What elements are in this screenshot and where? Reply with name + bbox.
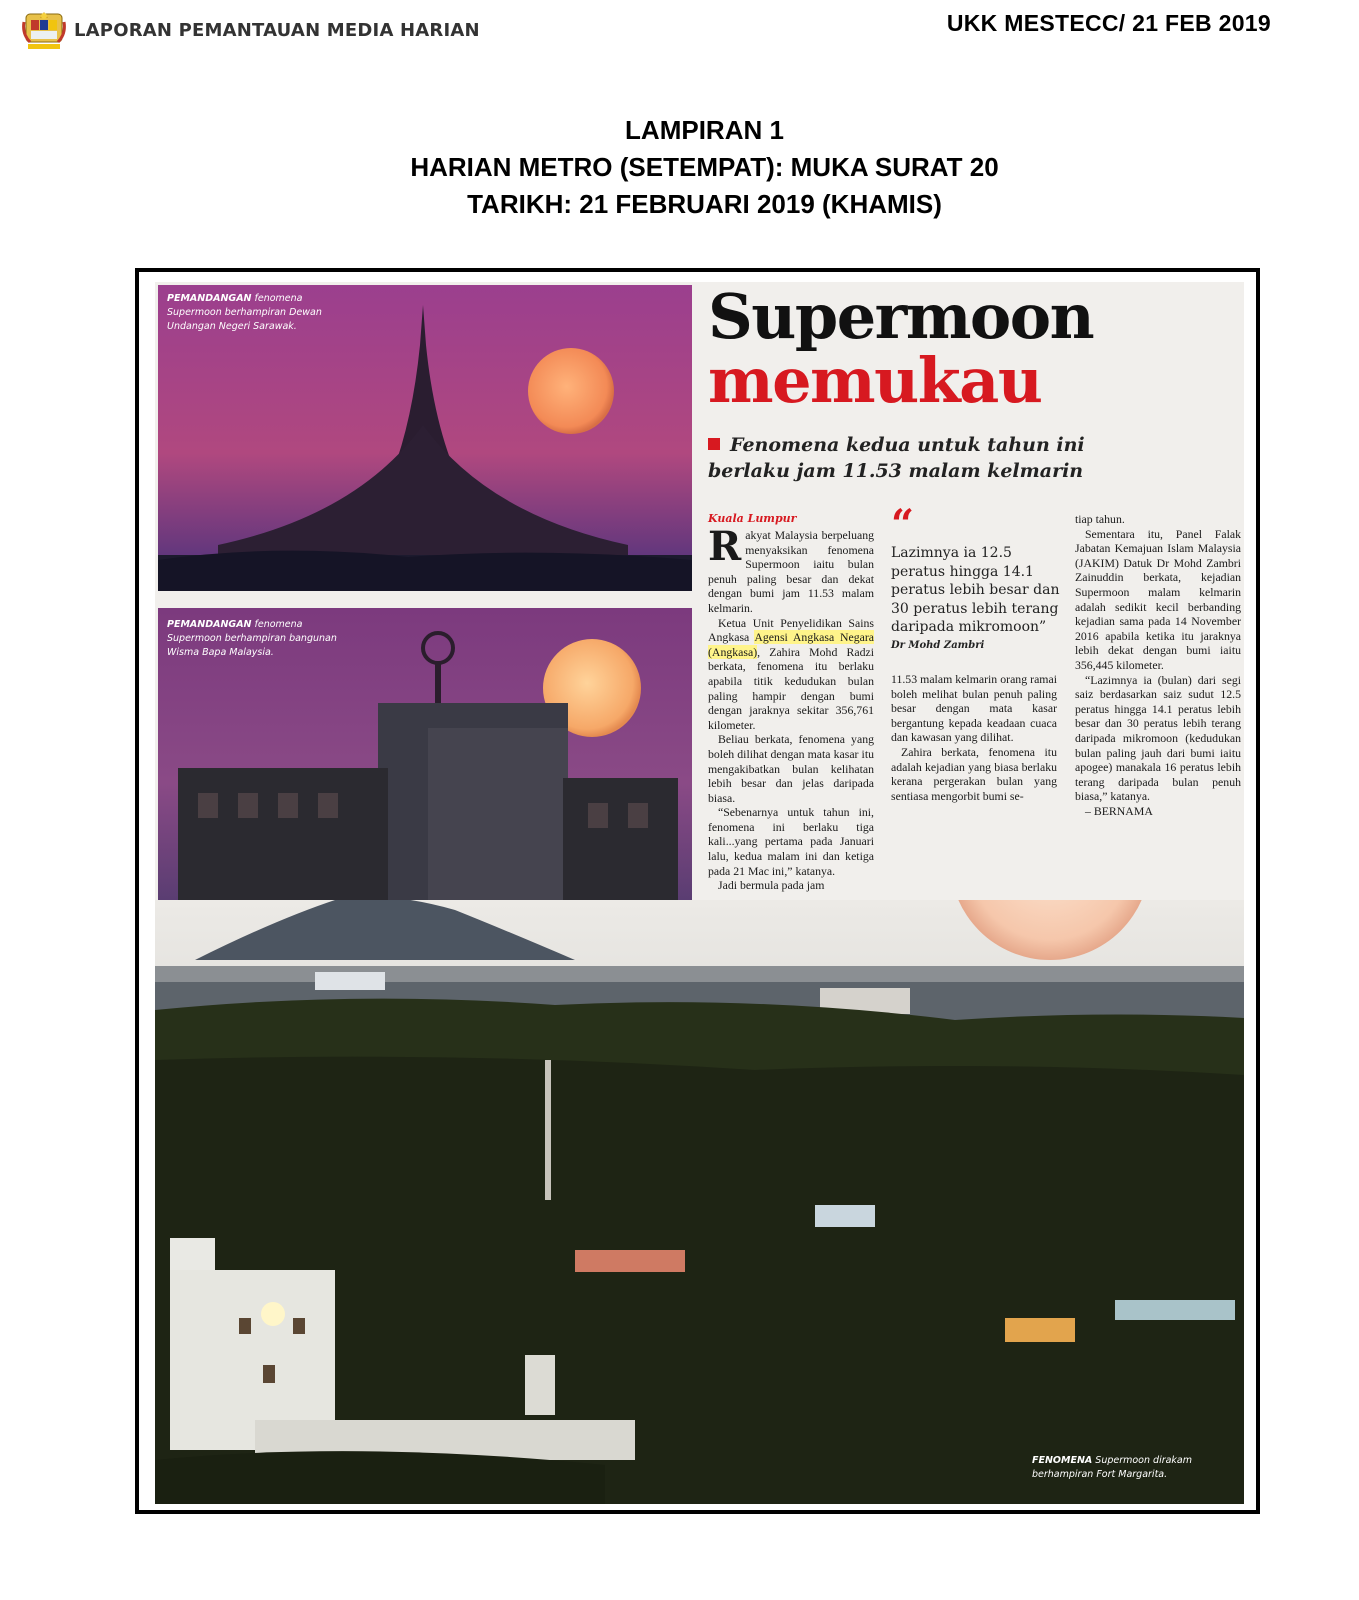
paragraph: Jadi bermula pada jam <box>718 878 825 893</box>
drop-cap: R <box>708 523 742 570</box>
report-title: LAPORAN PEMANTAUAN MEDIA HARIAN <box>74 19 480 41</box>
malaysia-crest-icon <box>22 8 66 52</box>
headline-line2: memukau <box>708 344 1042 417</box>
newspaper-clipping <box>135 268 1260 1514</box>
document-title-block <box>0 112 1359 223</box>
paragraph: Sementara itu, Panel Falak Jabatan Kemajuan Islam Malaysia (JAKIM) Datuk Dr Mohd Zambri Zainuddin berkata, kejadian Supermoon malam kelmarin adalah sedikit kecil berbanding kejadian sama pada 14 November 2016 apabila ketika itu jaraknya lebih dekat dengan bumi iaitu 356,445 kilometer. <box>1075 526 1241 672</box>
pull-quote-attribution: Dr Mohd Zambri <box>891 640 985 651</box>
photo-caption-fort: FENOMENA Supermoon dirakam berhampiran Fort Margarita. <box>1032 1455 1193 1480</box>
clipping-page <box>155 282 1244 1504</box>
byline: – BERNAMA <box>1085 803 1153 818</box>
paragraph: tiap tahun. <box>1075 512 1125 526</box>
paragraph: “Lazimnya ia (bulan) dari segi saiz berdasarkan saiz sudut 12.5 peratus hingga 14.1 peratus lebih besar dan 30 peratus lebih terang daripada mikromoon (kedudukan bulan paling jauh dari bumi iaitu apogee) manakala 16 peratus lebih terang daripada bulan penuh biasa,” katanya. <box>1075 672 1241 804</box>
report-header <box>22 8 480 52</box>
headline-line1: Supermoon <box>708 282 1094 353</box>
paragraph: Beliau berkata, fenomena yang boleh dilihat dengan mata kasar itu mengakibatkan bulan kelihatan lebih besar dan jelas daripada biasa. <box>708 732 874 805</box>
appendix-title: LAMPIRAN 1 <box>625 115 784 145</box>
pull-quote: Lazimnya ia 12.5 peratus hingga 14.1 peratus lebih besar dan 30 peratus lebih terang daripada mikromoon” <box>891 545 1060 635</box>
article-column-1 <box>708 523 875 893</box>
photo-caption-wisma: PEMANDANGAN fenomena Supermoon berhampiran bangunan Wisma Bapa Malaysia. <box>167 619 337 658</box>
photo-fort-margarita <box>155 900 1244 1504</box>
paragraph: 11.53 malam kelmarin orang ramai boleh melihat bulan penuh paling besar dengan mata kasar bergantung kepada keadaan cuaca dan kawasan yang dilihat. <box>891 672 1057 745</box>
article-column-2 <box>891 672 1057 803</box>
publication-title: HARIAN METRO (SETEMPAT): MUKA SURAT 20 <box>410 152 999 182</box>
red-square-icon <box>708 438 720 450</box>
paragraph: Ketua Unit Penyelidikan Sains Angkasa Agensi Angkasa Negara (Angkasa), Zahira Mohd Radzi berkata, fenomena itu berlaku apabila titik kedudukan bulan paling hampir dengan bumi dengan jaraknya sekitar 356,761 kilometer. <box>708 615 875 732</box>
photo-caption-dun: PEMANDANGAN fenomena Supermoon berhampiran Dewan Undangan Negeri Sarawak. <box>167 293 322 332</box>
dateline: Kuala Lumpur <box>708 512 797 525</box>
paragraph: Rakyat Malaysia berpeluang menyaksikan fenomena Supermoon iaitu bulan penuh paling besar dan dekat dengan bumi jam 11.53 malam kelmarin. <box>708 523 874 615</box>
report-reference: UKK MESTECC/ 21 FEB 2019 <box>946 10 1271 36</box>
highlighted-text: Agensi Angkasa Negara (Angkasa) <box>708 630 875 659</box>
article-column-3 <box>1075 512 1241 818</box>
quote-mark-icon: “ <box>891 501 915 548</box>
date-title: TARIKH: 21 FEBRUARI 2019 (KHAMIS) <box>467 189 942 219</box>
paragraph: “Sebenarnya untuk tahun ini, fenomena ini berlaku tiga kali...yang pertama pada Januari lalu, kedua malam ini dan ketiga pada 21 Mac ini,” katanya. <box>708 805 874 878</box>
paragraph: Zahira berkata, fenomena itu adalah kejadian yang biasa berlaku kerana pergerakan bulan yang sentiasa mengorbit bumi se- <box>891 744 1057 803</box>
subheadline: Fenomena kedua untuk tahun ini berlaku jam 11.53 malam kelmarin <box>708 434 1085 482</box>
